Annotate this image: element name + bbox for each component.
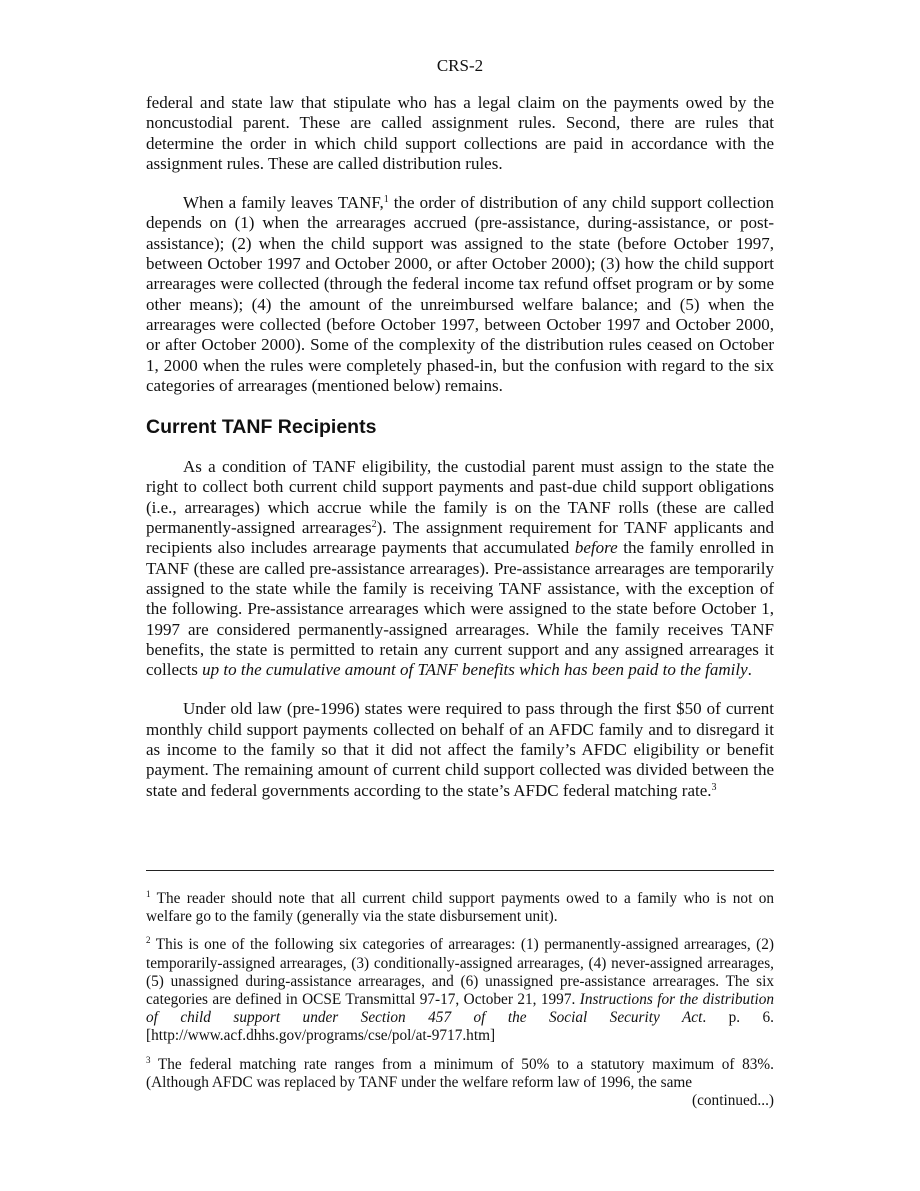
footnote-number: 3 xyxy=(146,1054,151,1065)
paragraph-old-law xyxy=(146,699,774,800)
page-header: CRS-2 xyxy=(436,56,484,75)
footnote-1 xyxy=(146,890,774,926)
footnote-2 xyxy=(146,936,774,1045)
paragraph-text: . xyxy=(747,660,752,680)
paragraph-text: Under old law (pre-1996) states were required to pass through the first $50 of current monthly child support payments collected on behalf of an AFDC family and to disregard it as income to the family so that it did not affect the family’s AFDC eligibility or benefit payment. The remaining amount of current child support collected was divided between the state and federal governments according to the state’s AFDC federal matching rate. xyxy=(146,699,774,800)
paragraph-text: ). The assignment requirement for TANF applicants and recipients also includes arrearage payments that accumulated xyxy=(146,518,775,558)
continued-marker: (continued...) xyxy=(692,1092,774,1110)
paragraph-text: As a condition of TANF eligibility, the custodial parent must assign to the state the right to collect both current child support payments and past-due child support obligations (i.e., arrearages) which accrue while the family is on the TANF rolls (these are called permanently-assigned arrearages xyxy=(146,457,774,538)
paragraph-leaving-tanf xyxy=(146,193,774,396)
footnote-number: 1 xyxy=(146,889,151,899)
footnote-ref-1[interactable]: 1 xyxy=(383,194,389,206)
footnote-text: The reader should note that all current child support payments owed to a family who is not on welfare go to the family (generally via the state disbursement unit). xyxy=(146,890,774,926)
paragraph-intro: federal and state law that stipulate who has a legal claim on the payments owed by the noncustodial parent. These are called assignment rules. Second, there are rules that determine the order in which child support collections are paid in accordance with the assignment rules. These are called distribution rules. xyxy=(146,93,774,173)
section-heading: Current TANF Recipients xyxy=(146,416,377,439)
paragraph-tanf-eligibility xyxy=(146,457,774,680)
footnote-ref-3[interactable]: 3 xyxy=(711,781,717,793)
footnote-text: The federal matching rate ranges from a minimum of 50% to a statutory maximum of 83%. (Although AFDC was replaced by TANF under the welfare reform law of 1996, the same xyxy=(146,1055,774,1091)
footnote-text: This is one of the following six categories of arrearages: (1) permanently-assigned arrearages, (2) temporarily-assigned arrearages, (3) conditionally-assigned arrearages, (4) never-assigned arrearages, (5) unassigned during-assistance arrearages, and (6) unassigned pre-assistance arrearages. The six categories are defined in OCSE Transmittal 97-17, October 21, 1997. xyxy=(146,936,774,1009)
main-text xyxy=(146,93,774,820)
footnotes xyxy=(146,890,774,1110)
footnote-citation-title: Instructions for the distribution of child support under Section 457 of the Social Security Act xyxy=(146,991,774,1027)
footnote-divider xyxy=(146,870,774,871)
footnote-ref-2[interactable]: 2 xyxy=(371,519,377,531)
emphasis-text: up to the cumulative amount of TANF benefits which has been paid to the family xyxy=(202,660,748,680)
paragraph-text: the family enrolled in TANF (these are called pre-assistance arrearages). Pre-assistance arrearages are temporarily assigned to the state while the family is receiving TANF assistance, with the exception of the following. Pre-assistance arrearages which were assigned to the state before October 1, 1997 are considered permanently-assigned arrearages. While the family receives TANF benefits, the state is permitted to retain any current support and any assigned arrearages it collects xyxy=(146,538,774,680)
paragraph-text: the order of distribution of any child support collection depends on (1) when the arrearages accrued (pre-assistance, during-assistance, or post-assistance); (2) when the child support was assigned to the state (before October 1997, between October 1997 and October 2000, or after October 2000); (3) how the child support arrearages were collected (through the federal income tax refund offset program or by some other means); (4) the amount of the unreimbursed welfare balance; and (5) when the arrearages were collected (before October 1997, between October 1997 and October 2000, or after October 2000). Some of the complexity of the distribution rules ceased on October 1, 2000 when the rules were completely phased-in, but the confusion with regard to the six categories of arrearages (mentioned below) remains. xyxy=(146,193,774,395)
footnote-text[interactable]: . p. 6. [http://www.acf.dhhs.gov/programs/cse/pol/at-9717.htm] xyxy=(146,1009,774,1045)
footnote-number: 2 xyxy=(146,935,151,946)
emphasis-text: before xyxy=(574,538,618,558)
footnote-3 xyxy=(146,1056,774,1092)
paragraph-text: When a family leaves TANF, xyxy=(183,193,384,213)
